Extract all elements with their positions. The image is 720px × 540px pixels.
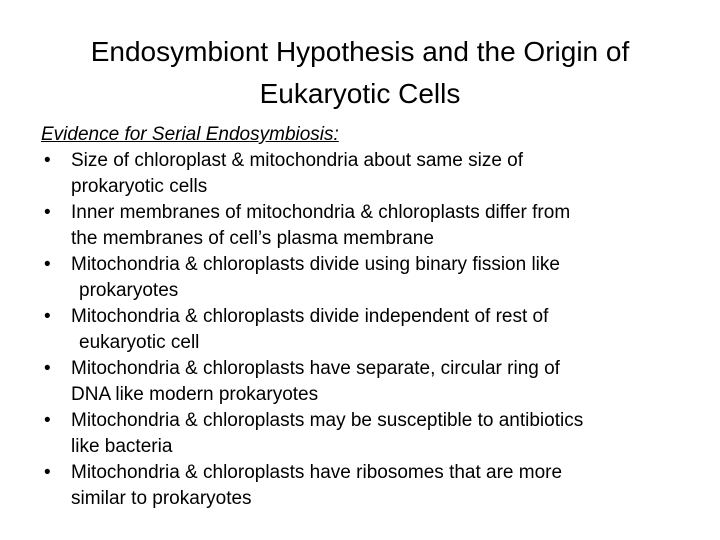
evidence-list (41, 148, 691, 512)
list-item-line-1: Mitochondria & chloroplasts have ribosomes that are more (71, 462, 563, 483)
bullet-icon: • (44, 202, 51, 223)
slide-title-line-1: Endosymbiont Hypothesis and the Origin of (90, 36, 630, 67)
list-item-line-2: the membranes of cell’s plasma membrane (71, 228, 434, 249)
list-item-line-2: DNA like modern prokaryotes (71, 384, 319, 405)
list-item (41, 148, 691, 200)
list-item-line-2: like bacteria (71, 436, 173, 457)
list-item-line-1: Mitochondria & chloroplasts divide using binary fission like (71, 254, 560, 275)
list-item-line-1: Mitochondria & chloroplasts divide independent of rest of (71, 306, 549, 327)
bullet-icon: • (44, 358, 51, 379)
bullet-icon: • (44, 150, 51, 171)
bullet-icon: • (44, 462, 51, 483)
list-item-line-1: Inner membranes of mitochondria & chloroplasts differ from (71, 202, 571, 223)
list-item-line-2: eukaryotic cell (79, 332, 200, 353)
list-item (41, 356, 691, 408)
slide-body (41, 122, 691, 512)
bullet-icon: • (44, 254, 51, 275)
slide-title (0, 31, 720, 115)
list-item (41, 304, 691, 356)
list-item (41, 460, 691, 512)
list-item (41, 200, 691, 252)
bullet-icon: • (44, 306, 51, 327)
list-item-line-2: prokaryotes (79, 280, 179, 301)
list-item-line-2: similar to prokaryotes (71, 488, 252, 509)
list-item-line-1: Mitochondria & chloroplasts have separate, circular ring of (71, 358, 560, 379)
list-item (41, 252, 691, 304)
bullet-icon: • (44, 410, 51, 431)
evidence-heading: Evidence for Serial Endosymbiosis: (41, 124, 339, 145)
list-item-line-2: prokaryotic cells (71, 176, 208, 197)
list-item-line-1: Mitochondria & chloroplasts may be susceptible to antibiotics (71, 410, 584, 431)
list-item (41, 408, 691, 460)
slide-title-line-2: Eukaryotic Cells (259, 78, 461, 109)
list-item-line-1: Size of chloroplast & mitochondria about same size of (71, 150, 524, 171)
